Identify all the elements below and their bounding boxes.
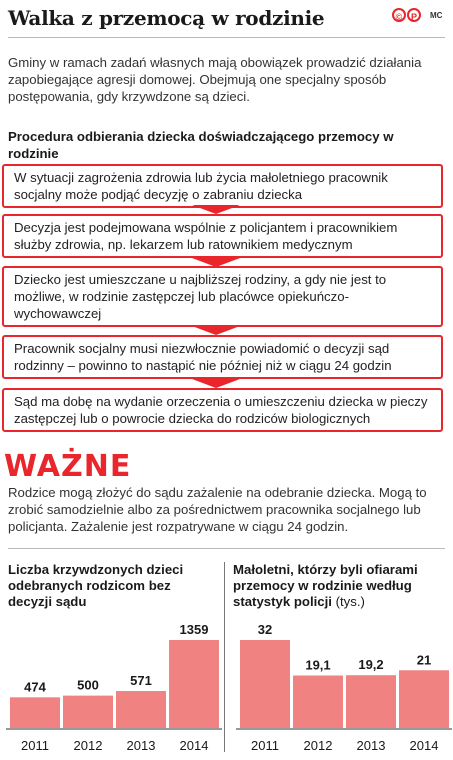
tick-label-2012: 2012 — [303, 738, 333, 753]
page-title: Walka z przemocą w rodzinie — [8, 6, 325, 30]
procedure-step-4: Pracownik socjalny musi niezwłocznie powiadomić o decyzji sąd rodzinny – powinno to nastąpić nie później niż w ciągu 24 godzin — [2, 335, 443, 379]
procedure-title: Procedura odbierania dziecka doświadczającego przemocy w rodzinie — [8, 129, 394, 161]
data-label-2012: 19,1 — [305, 657, 331, 673]
procedure-step-5: Sąd ma dobę na wydanie orzeczenia o umieszczeniu dziecka w pieczy zastępczej lub o powrocie dziecka do rodziców biologicznych — [2, 388, 443, 432]
important-text: Rodzice mogą złożyć do sądu zażalenie na odebranie dziecka. Mogą to zrobić samodzielnie albo za pośrednictwem pracownika socjalnego lub policjanta. Zażalenie jest rozpatrywane w ciągu 24 godzin. — [8, 485, 427, 534]
tick-label-2011: 2011 — [21, 738, 49, 753]
chart-2-unit: (tys.) — [335, 594, 365, 609]
tick-label-2011: 2011 — [251, 738, 279, 753]
bar-2013 — [116, 691, 166, 728]
arrow-down-icon — [192, 379, 240, 388]
intro-paragraph: Gminy w ramach zadań własnych mają obowiązek prowadzić działania zapobiegające agresji domowej. Obejmują one specjalny sposób postępowania, gdy krzywdzone są dzieci. — [8, 55, 422, 104]
chart-1-title: Liczba krzywdzonych dzieci odebranych rodzicom bez decyzji sądu — [8, 562, 184, 609]
data-label-2011: 32 — [257, 622, 273, 637]
chart-1 — [0, 610, 224, 760]
chart-2-title-text: Małoletni, którzy byli ofiarami przemocy w rodzinie według statystyk policji — [233, 562, 418, 609]
procedure-step-2: Decyzja jest podejmowana wspólnie z policjantem i pracownikiem służby zdrowia, np. lekarzem lub ratownikiem medycznym — [2, 214, 443, 258]
important-heading: WAŻNE — [4, 449, 132, 484]
header-divider — [8, 37, 445, 38]
tick-label-2013: 2013 — [356, 738, 386, 753]
data-label-2013: 571 — [130, 673, 152, 689]
data-label-2014: 21 — [416, 652, 432, 668]
tick-label-2014: 2014 — [409, 738, 439, 753]
bar-2011 — [240, 640, 290, 728]
author-credit: MC — [430, 11, 443, 20]
data-label-2012: 500 — [77, 677, 99, 693]
data-label-2014: 1359 — [179, 622, 209, 637]
copyright-icon: © — [392, 8, 406, 22]
arrow-down-icon — [192, 205, 240, 214]
procedure-step-1: W sytuacji zagrożenia zdrowia lub życia małoletniego pracownik socjalny może podjąć decyzję o zabraniu dziecka — [2, 164, 443, 208]
data-label-2011: 474 — [24, 679, 46, 695]
bar-2013 — [346, 675, 396, 728]
bar-2012 — [63, 696, 113, 728]
bar-2012 — [293, 675, 343, 728]
bar-2011 — [10, 697, 60, 728]
bar-2014 — [169, 640, 219, 728]
bar-2014 — [399, 670, 449, 728]
chart-2 — [226, 610, 452, 760]
tick-label-2013: 2013 — [126, 738, 156, 753]
section-divider — [8, 548, 445, 549]
arrow-down-icon — [192, 326, 240, 335]
publisher-logo — [392, 8, 422, 23]
chart-divider — [224, 562, 225, 752]
tick-label-2012: 2012 — [73, 738, 103, 753]
data-label-2013: 19,2 — [358, 657, 384, 673]
chart-2-title — [233, 562, 448, 610]
procedure-step-3: Dziecko jest umieszczane u najbliższej rodziny, a gdy nie jest to możliwe, w rodzinie zastępczej lub placówce opiekuńczo-wychowawczej — [2, 266, 443, 327]
p-logo-icon: P — [407, 8, 421, 22]
tick-label-2014: 2014 — [179, 738, 209, 753]
